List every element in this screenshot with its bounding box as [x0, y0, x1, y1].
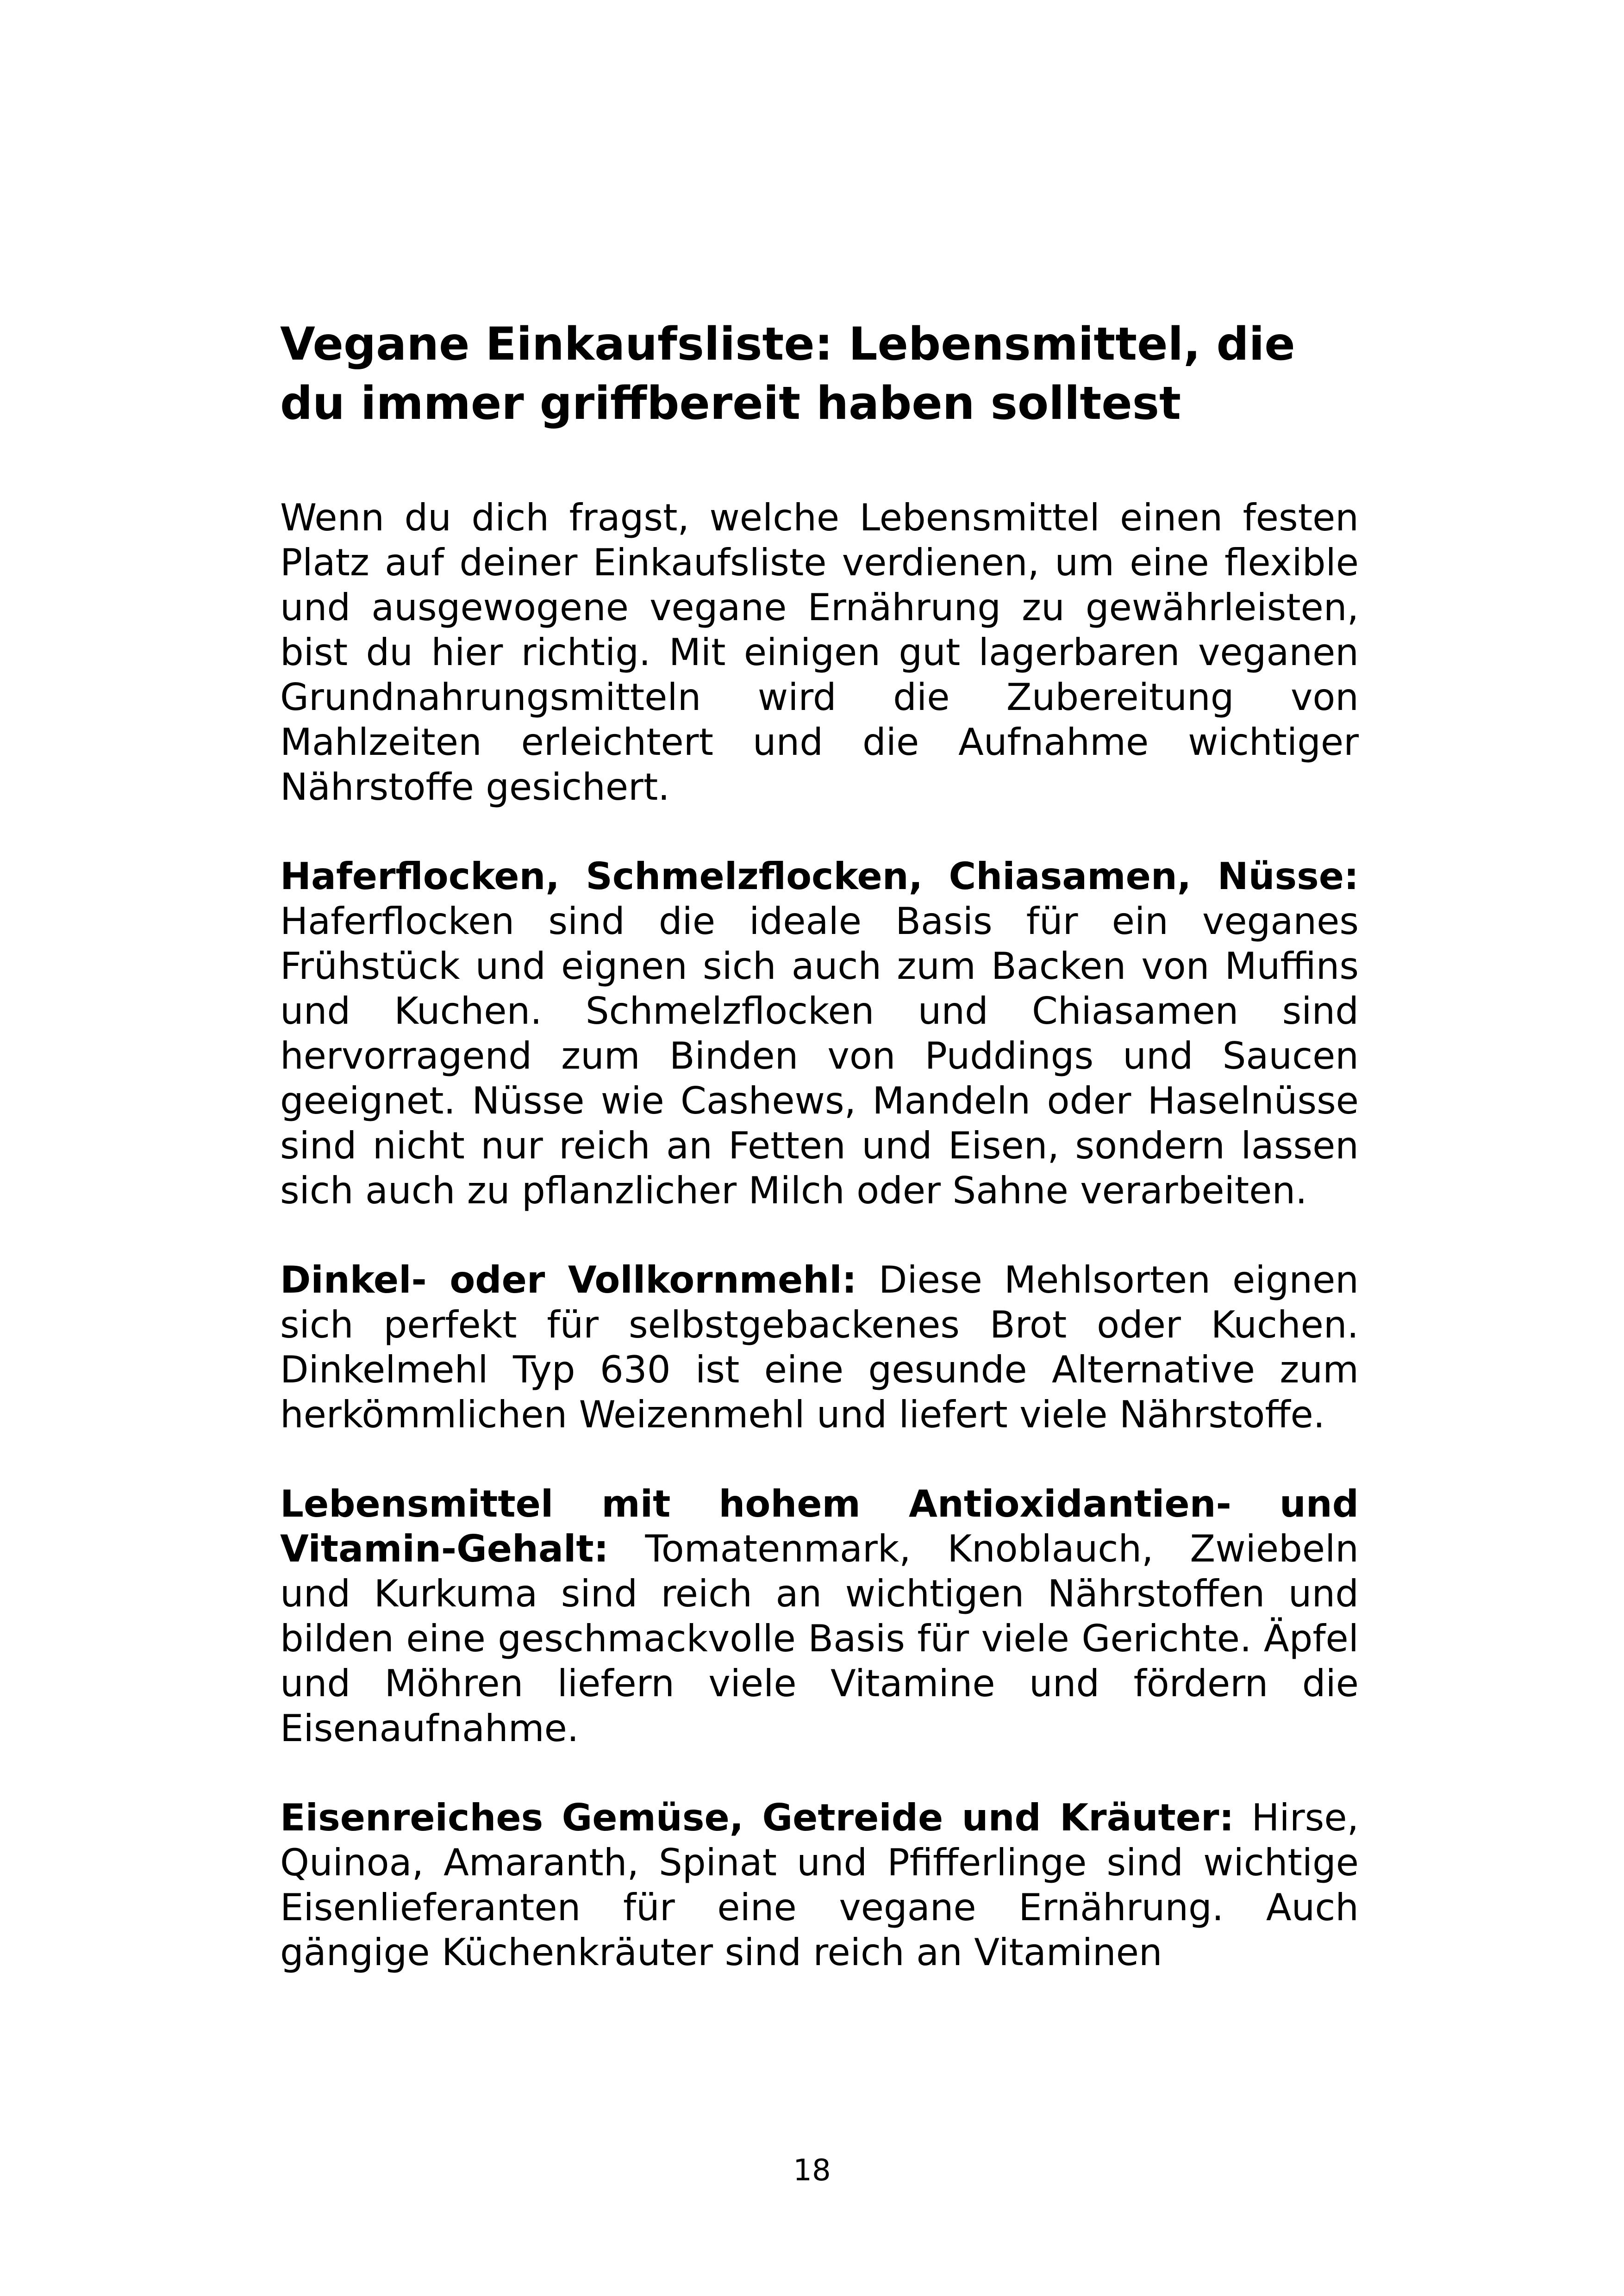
section-flour [280, 1257, 1359, 1437]
section-term: Eisenreiches Gemüse, Getreide und Kräuter: [280, 1796, 1234, 1839]
page-title-line-2: du immer griffbereit haben solltest [280, 377, 1181, 430]
section-term: Dinkel- oder Vollkornmehl: [280, 1258, 857, 1301]
page-number: 18 [793, 2153, 831, 2188]
section-text: Hirse, Quinoa, Amaranth, Spinat und Pfifferlinge sind wichtige Eisenlieferanten für eine vegane Ernährung. Auch gängige Küchenkräuter sind reich an Vitaminen [280, 1796, 1359, 1974]
intro-paragraph: Wenn du dich fragst, welche Lebensmittel einen festen Platz auf deiner Einkaufsliste verdienen, um eine flexible und ausgewogene vegane Ernährung zu gewährleisten, bist du hier richtig. Mit einigen gut lagerbaren veganen Grundnahrungsmitteln wird die Zubereitung von Mahlzeiten erleichtert und die Aufnahme wichtiger Nährstoffe gesichert. [280, 496, 1359, 809]
section-oats-nuts [280, 854, 1359, 1213]
section-text: Diese Mehlsorten eignen sich perfekt für selbstgebackenes Brot oder Kuchen. Dinkelmehl Typ 630 ist eine gesunde Alternative zum herkömmlichen Weizenmehl und liefert viele Nährstoffe. [280, 1258, 1359, 1436]
body-text [280, 495, 1359, 1975]
section-text: Tomatenmark, Knoblauch, Zwiebeln und Kurkuma sind reich an wichtigen Nährstoffen und bilden eine geschmackvolle Basis für viele Gerichte. Äpfel und Möhren liefern viele Vitamine und fördern die Eisenaufnahme. [280, 1527, 1359, 1750]
section-text: Haferflocken sind die ideale Basis für ein veganes Frühstück und eignen sich auch zum Backen von Muffins und Kuchen. Schmelzflocken und Chiasamen sind hervorragend zum Binden von Puddings und Saucen geeignet. Nüsse wie Cashews, Mandeln oder Haselnüsse sind nicht nur reich an Fetten und Eisen, sondern lassen sich auch zu pflanzlicher Milch oder Sahne verarbeiten. [280, 900, 1359, 1212]
page-title-line-1: Vegane Einkaufsliste: Lebensmittel, die [280, 318, 1295, 371]
section-iron-rich [280, 1795, 1359, 1975]
section-term: Haferflocken, Schmelzflocken, Chiasamen, Nüsse: [280, 855, 1359, 898]
section-antioxidants [280, 1481, 1359, 1751]
page-title [280, 315, 1354, 433]
section-term: Lebensmittel mit hohem Antioxidantien- und Vitamin-Gehalt: [280, 1482, 1359, 1570]
